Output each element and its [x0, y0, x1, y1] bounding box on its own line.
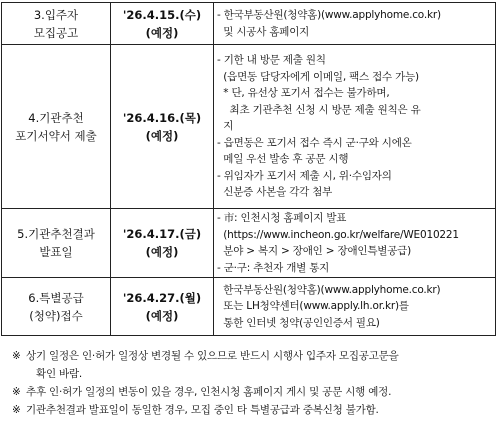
reference-mark-icon: ※ — [12, 350, 21, 362]
date-text: '26.4.15.(수) — [122, 7, 202, 22]
reference-mark-icon: ※ — [12, 404, 21, 416]
date-text: (예정) — [145, 245, 179, 259]
note-item — [12, 347, 496, 383]
stage-text: 6.특별공급 — [28, 290, 84, 305]
stage-cell — [2, 278, 111, 336]
stage-cell — [2, 45, 111, 209]
description-line: (https://www.incheon.go.kr/welfare/WE010221 — [217, 228, 459, 241]
schedule-row — [2, 3, 496, 45]
stage-text: (청약)접수 — [29, 308, 83, 323]
description-line: - 읍면동은 포기서 접수 즉시 군·구와 시에온 — [217, 136, 412, 149]
stage-text: 5.기관추천결과 — [17, 227, 95, 241]
note-text — [26, 347, 496, 383]
description-cell — [214, 3, 496, 45]
note-item — [12, 401, 496, 419]
schedule-row — [2, 278, 496, 336]
schedule-table — [1, 2, 496, 336]
stage-cell — [2, 209, 111, 278]
date-text: '26.4.16.(목) — [122, 110, 202, 125]
description-line: 또는 LH청약센터(www.apply.lh.or.kr)를 — [217, 300, 409, 313]
note-item — [12, 383, 496, 401]
description-line: (읍면동 담당자에게 이메일, 팩스 접수 가능) — [217, 70, 419, 83]
description-line: 한국부동산원(청약홈)(www.applyhome.co.kr) — [217, 283, 441, 296]
description-line: - 위임자가 포기서 제출 시, 위·수임자의 — [217, 169, 392, 182]
stage-text: 3.입주자 — [33, 7, 79, 22]
stage-cell — [2, 3, 111, 45]
date-cell — [111, 209, 214, 278]
date-text: '26.4.17.(금) — [122, 227, 202, 241]
description-line: * 단, 유선상 포기서 접수는 불가하며, — [217, 87, 390, 100]
schedule-row — [2, 209, 496, 278]
note-line: 추후 인·허가 일정의 변동이 있을 경우, 인천시청 홈페이지 게시 및 공문 시행 예정. — [26, 386, 392, 398]
note-line: 상기 일정은 인·허가 일정상 변경될 수 있으므로 반드시 시행사 입주자 모집공고문을 — [26, 350, 399, 362]
description-line: - 한국부동산원(청약홈)(www.applyhome.co.kr) — [217, 9, 441, 21]
description-line: 및 시공사 홈페이지 — [217, 25, 310, 38]
date-cell — [111, 3, 214, 45]
description-cell — [214, 45, 496, 209]
schedule-row — [2, 45, 496, 209]
date-text: (예정) — [145, 25, 179, 40]
note-line: 기관추천결과 발표일이 동일한 경우, 모집 중인 타 특별공급과 중복신청 불가함. — [26, 404, 379, 416]
reference-mark-icon: ※ — [12, 386, 21, 398]
description-cell — [214, 278, 496, 336]
description-line: 메일 우선 발송 후 공문 시행 — [217, 153, 349, 166]
description-line: - 기한 내 방문 제출 원칙 — [217, 54, 326, 67]
stage-text: 모집공고 — [33, 25, 79, 40]
description-line: 지 — [217, 120, 234, 133]
description-line: 신분증 사본을 각각 첨부 — [217, 186, 333, 199]
date-text: '26.4.27.(월) — [122, 290, 202, 305]
description-line: 최초 기관추천 신청 시 방문 제출 원칙은 유 — [217, 103, 421, 116]
date-cell — [111, 278, 214, 336]
date-text: (예정) — [145, 128, 179, 143]
date-text: (예정) — [145, 308, 179, 323]
description-line: - 市: 인천시청 홈페이지 발표 — [217, 212, 347, 224]
stage-text: 포기서약서 제출 — [15, 128, 97, 143]
notes — [12, 347, 496, 419]
description-line: 분야 > 복지 > 장애인 > 장애인특별공급) — [217, 245, 411, 257]
description-line: 통한 인터넷 청약(공인인증서 필요) — [217, 316, 380, 329]
note-text — [26, 383, 496, 401]
note-line: 확인 바람. — [36, 368, 83, 380]
note-text — [26, 401, 496, 419]
description-line: - 군·구: 추천자 개별 통지 — [217, 261, 330, 274]
stage-text: 발표일 — [39, 245, 73, 259]
description-cell — [214, 209, 496, 278]
stage-text: 4.기관추천 — [28, 110, 84, 125]
date-cell — [111, 45, 214, 209]
